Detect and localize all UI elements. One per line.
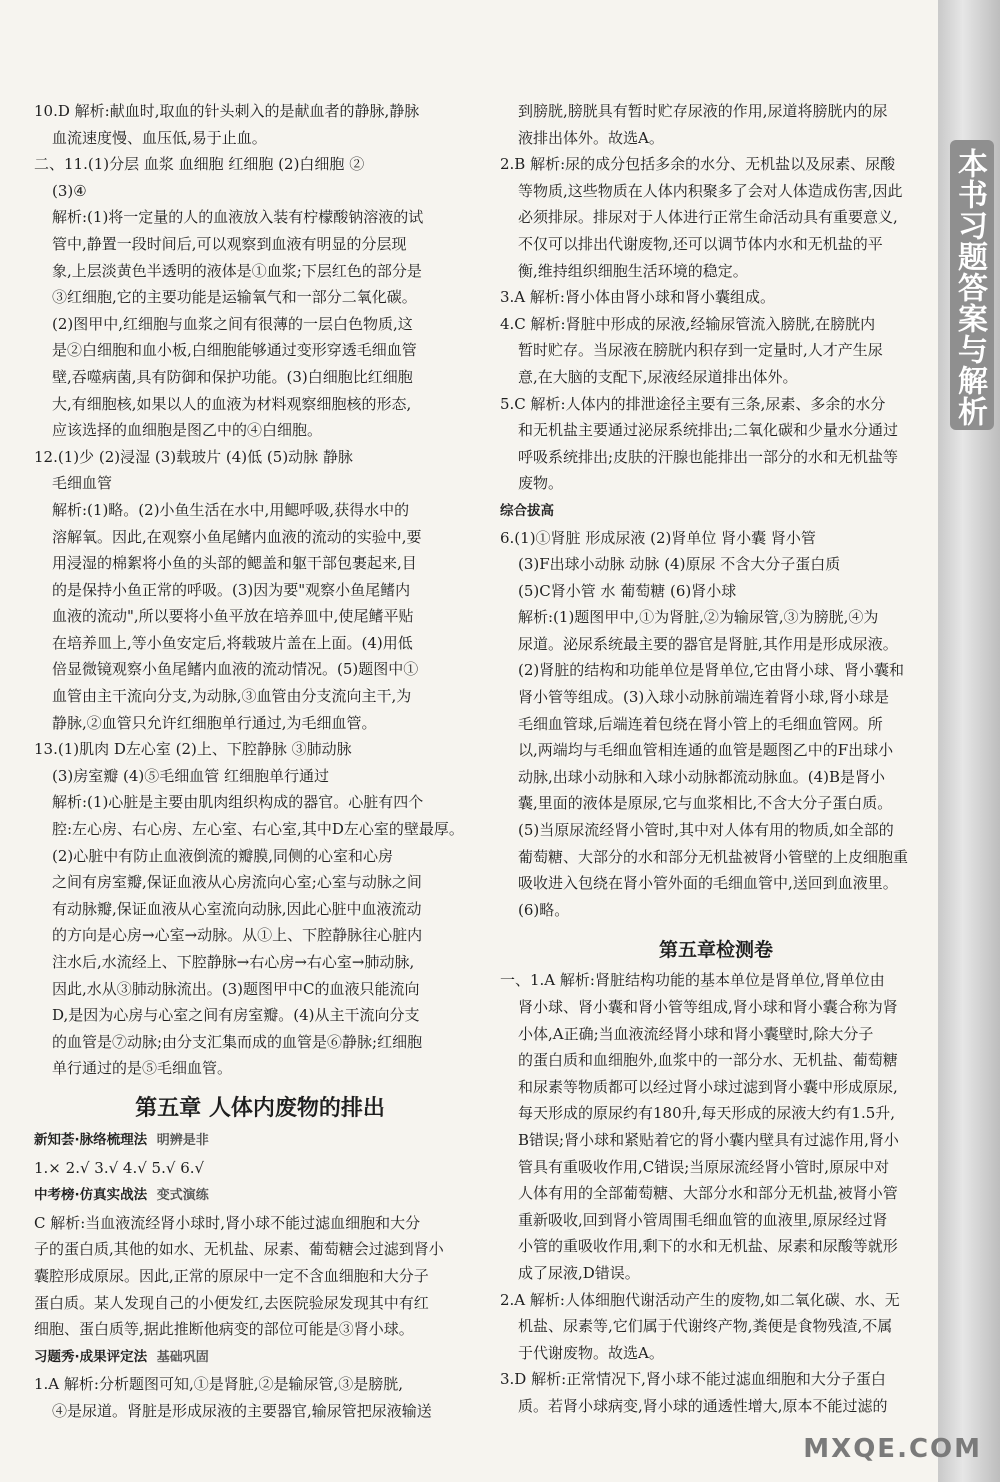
text-line: 3.D 解析:正常情况下,肾小球不能过滤血细胞和大分子蛋白 (500, 1370, 886, 1389)
text-line: 葡萄糖、大部分的水和部分无机盐被肾小管壁的上皮细胞重 (518, 847, 909, 866)
text-line: 单行通过的是⑤毛细血管。 (52, 1059, 233, 1078)
text-line: 有动脉瓣,保证血液从心室流向动脉,因此心脏中血液流动 (52, 899, 422, 918)
text-line: 毛细血管球,后端连着包绕在肾小管上的毛细血管网。所 (518, 714, 883, 733)
practice-answers-cont (500, 98, 932, 497)
text-line: 动脉,出球小动脉和入球小动脉都流动脉血。(4)B是肾小 (518, 767, 886, 786)
text-line: 管中,静置一段时间后,可以观察到血液有明显的分层现 (52, 234, 407, 253)
text-line: D,是因为心房与心室之间有房室瓣。(4)从主干流向分支 (52, 1006, 420, 1025)
text-line: 和尿素等物质都可以经过肾小球过滤到肾小囊中形成原尿, (518, 1077, 898, 1096)
text-line: 必须排尿。排尿对于人体进行正常生命活动具有重要意义, (518, 208, 898, 227)
text-line: 倍显微镜观察小鱼尾鳍内血液的流动情况。(5)题图中① (52, 660, 419, 679)
text-line: 肾小管等组成。(3)入球小动脉前端连着肾小球,肾小球是 (518, 688, 890, 707)
text-line: 的是保持小鱼正常的呼吸。(3)因为要"观察小鱼尾鳍内 (52, 580, 411, 599)
text-line: B错误;肾小球和紧贴着它的肾小囊内壁具有过滤作用,肾小 (518, 1130, 899, 1149)
text-line: (5)C肾小管 水 葡萄糖 (6)肾小球 (518, 581, 737, 600)
text-line: (2)肾脏的结构和功能单位是肾单位,它由肾小球、肾小囊和 (518, 661, 905, 680)
text-line: 质。若肾小球病变,肾小球的通透性增大,原本不能过滤的 (518, 1396, 888, 1415)
text-line: 2.B 解析:尿的成分包括多余的水分、无机盐以及尿素、尿酸 (500, 155, 896, 174)
text-line: 1.A 解析:分析题图可知,①是肾脏,②是输尿管,③是膀胱, (34, 1375, 404, 1394)
text-line: 腔:左心房、右心房、左心室、右心室,其中D左心室的壁最厚。 (52, 820, 464, 839)
section-label: 中考榜·仿真实战法 (34, 1187, 148, 1204)
text-line: 一、1.A 解析:肾脏结构功能的基本单位是肾单位,肾单位由 (500, 971, 885, 990)
text-line: 每天形成的原尿约有180升,每天形成的尿液大约有1.5升, (518, 1104, 896, 1123)
side-tab-title: 本书习题答案与解析 (952, 148, 987, 427)
text-line: 3.A 解析:肾小体由肾小球和肾小囊组成。 (500, 288, 775, 307)
text-line: 解析:(1)略。(2)小鱼生活在水中,用鳃呼吸,获得水中的 (52, 500, 410, 519)
text-line: 4.C 解析:肾脏中形成的尿液,经输尿管流入膀胱,在膀胱内 (500, 314, 876, 333)
text-line: 6.(1)①肾脏 形成尿液 (2)肾单位 肾小囊 肾小管 (500, 528, 816, 547)
text-line: 管具有重吸收作用,C错误;当原尿流经肾小管时,原尿中对 (518, 1157, 890, 1176)
left-column (34, 98, 486, 1425)
section-label: 新知荟·脉络梳理法 (34, 1131, 148, 1148)
comprehensive-answers (500, 525, 932, 924)
text-line: ③红细胞,它的主要功能是运输氧气和一部分二氧化碳。 (52, 288, 417, 307)
text-line: 呼吸系统排出;皮肤的汗腺也能排出一部分的水和无机盐等 (518, 447, 899, 466)
text-line: 吸收进入包绕在肾小管外面的毛细血管中,送回到血液里。 (518, 874, 898, 893)
text-line: 重新吸收,回到肾小管周围毛细血管的血液里,原尿经过肾 (518, 1210, 888, 1229)
text-line: (6)略。 (518, 900, 570, 919)
text-line: 13.(1)肌肉 D左心室 (2)上、下腔静脉 ③肺动脉 (34, 740, 352, 759)
text-line: 到膀胱,膀胱具有暂时贮存尿液的作用,尿道将膀胱内的尿 (518, 102, 888, 120)
section-sublabel: 明辨是非 (156, 1132, 209, 1148)
text-line: (3)④ (52, 181, 87, 200)
text-line: 应该选择的血细胞是图乙中的④白细胞。 (52, 421, 323, 440)
text-line: 因此,水从③肺动脉流出。(3)题图甲中C的血液只能流向 (52, 979, 420, 998)
text-line: 注水后,水流经上、下腔静脉→右心房→右心室→肺动脉, (52, 953, 415, 971)
text-line: 意,在大脑的支配下,尿液经尿道排出体外。 (518, 367, 798, 386)
section-sublabel: 变式演练 (156, 1188, 209, 1204)
text-line: 小管的重吸收作用,剩下的水和无机盐、尿素和尿酸等就形 (518, 1237, 898, 1256)
text-line: 的方向是心房→心室→动脉。从①上、下腔静脉往心脏内 (52, 926, 423, 945)
text-line: 暂时贮存。当尿液在膀胱内积存到一定量时,人才产生尿 (518, 341, 883, 360)
text-line: (2)图甲中,红细胞与血浆之间有很薄的一层白色物质,这 (52, 314, 413, 333)
text-line: 解析:(1)题图甲中,①为肾脏,②为输尿管,③为膀胱,④为 (518, 608, 879, 627)
test-title: 第五章检测卷 (658, 939, 773, 962)
text-line: 血管由主干流向分支,为动脉,③血管由分支流向主干,为 (52, 687, 412, 706)
text-line: 机盐、尿素等,它们属于代谢终产物,粪便是食物残渣,不属 (518, 1317, 893, 1336)
text-line: 5.C 解析:人体内的排泄途径主要有三条,尿素、多余的水分 (500, 394, 886, 413)
text-line: 在培养皿上,等小鱼安定后,将载玻片盖在上面。(4)用低 (52, 633, 413, 652)
text-line: 衡,维持组织细胞生活环境的稳定。 (518, 261, 748, 280)
text-line: 的血管是⑦动脉;由分支汇集而成的血管是⑥静脉;红细胞 (52, 1032, 423, 1051)
text-line: 以,两端均与毛细血管相连通的血管是题图乙中的F出球小 (518, 741, 894, 760)
text-line: 囊,里面的液体是原尿,它与血浆相比,不含大分子蛋白质。 (518, 794, 893, 813)
text-line: 肾小球、肾小囊和肾小管等组成,肾小球和肾小囊合称为肾 (518, 998, 898, 1016)
text-line: 二、11.(1)分层 血浆 血细胞 红细胞 (2)白细胞 ② (34, 155, 365, 174)
watermark: MXQE.COM (803, 1434, 982, 1464)
text-line: 2.A 解析:人体细胞代谢活动产生的废物,如二氧化碳、水、无 (500, 1290, 900, 1309)
text-line: 等物质,这些物质在人体内积聚多了会对人体造成伤害,因此 (518, 181, 903, 200)
text-line: (5)当原尿流经肾小管时,其中对人体有用的物质,如全部的 (518, 821, 894, 840)
section-sublabel: 基础巩固 (156, 1349, 209, 1365)
text-line: 液排出体外。故选A。 (518, 128, 664, 147)
text-line: 12.(1)少 (2)浸湿 (3)载玻片 (4)低 (5)动脉 静脉 (34, 447, 353, 466)
text-line: 10.D 解析:献血时,取血的针头刺入的是献血者的静脉,静脉 (34, 102, 420, 120)
text-line: 血液的流动",所以要将小鱼平放在培养皿中,使尾鳍平贴 (52, 607, 414, 626)
text-line: 是②白细胞和血小板,白细胞能够通过变形穿透毛细血管 (52, 341, 417, 360)
text-line: 细胞、蛋白质等,据此推断他病变的部位可能是③肾小球。 (34, 1320, 414, 1339)
text-line: ④是尿道。肾脏是形成尿液的主要器官,输尿管把尿液输送 (52, 1401, 432, 1420)
text-line: 大,有细胞核,如果以人的血液为材料观察细胞核的形态, (52, 394, 412, 413)
text-line: 解析:(1)将一定量的人的血液放入装有柠檬酸钠溶液的试 (52, 208, 424, 227)
text-line: (3)F出球小动脉 动脉 (4)原尿 不含大分子蛋白质 (518, 555, 841, 574)
text-line: 人体有用的全部葡萄糖、大部分水和部分无机盐,被肾小管 (518, 1184, 898, 1203)
chapter-title: 第五章 人体内废物的排出 (135, 1095, 385, 1121)
text-line: 血流速度慢、血压低,易于止血。 (52, 128, 267, 147)
section-label: 习题秀·成果评定法 (34, 1348, 148, 1365)
text-line: C 解析:当血液流经肾小球时,肾小球不能过滤血细胞和大分 (34, 1213, 421, 1232)
text-line: 用浸湿的棉絮将小鱼的头部的鳃盖和躯干部包裹起来,目 (52, 554, 417, 573)
text-line: 和无机盐主要通过泌尿系统排出;二氧化碳和少量水分通过 (518, 421, 899, 440)
text-line: 之间有房室瓣,保证血液从心房流向心室;心室与动脉之间 (52, 873, 422, 892)
test-answers (500, 967, 932, 1419)
text-line: 于代谢废物。故选A。 (518, 1343, 664, 1362)
text-line: 不仅可以排出代谢废物,还可以调节体内水和无机盐的平 (518, 234, 883, 253)
text-line: 解析:(1)心脏是主要由肌肉组织构成的器官。心脏有四个 (52, 793, 424, 812)
text-line: 囊腔形成原尿。因此,正常的原尿中一定不含血细胞和大分子 (34, 1266, 429, 1285)
text-line: 蛋白质。某人发现自己的小便发红,去医院验尿发现其中有红 (34, 1293, 429, 1312)
exam-answer (34, 1210, 486, 1343)
text-line: (3)房室瓣 (4)⑤毛细血管 红细胞单行通过 (52, 766, 330, 785)
right-column (500, 98, 932, 1420)
text-line: 的蛋白质和血细胞外,血浆中的一部分水、无机盐、葡萄糖 (518, 1051, 898, 1070)
left-answers (34, 98, 486, 1082)
text-line: (2)心脏中有防止血液倒流的瓣膜,同侧的心室和心房 (52, 846, 394, 865)
true-false-answers: 1.× 2.√ 3.√ 4.√ 5.√ 6.√ (34, 1158, 205, 1177)
text-line: 象,上层淡黄色半透明的液体是①血浆;下层红色的部分是 (52, 261, 422, 280)
text-line: 静脉,②血管只允许红细胞单行通过,为毛细血管。 (52, 713, 377, 732)
text-line: 废物。 (518, 474, 564, 493)
text-line: 毛细血管 (52, 474, 113, 493)
text-line: 成了尿液,D错误。 (518, 1263, 640, 1282)
text-line: 尿道。泌尿系统最主要的器官是肾脏,其作用是形成尿液。 (518, 634, 898, 653)
text-line: 壁,吞噬病菌,具有防御和保护功能。(3)白细胞比红细胞 (52, 367, 413, 386)
section-label: 综合拔高 (500, 502, 554, 519)
text-line: 子的蛋白质,其他的如水、无机盐、尿素、葡萄糖会过滤到肾小 (34, 1240, 444, 1259)
text-line: 溶解氧。因此,在观察小鱼尾鳍内血液的流动的实验中,要 (52, 527, 422, 546)
practice-answers (34, 1371, 486, 1424)
text-line: 小体,A正确;当血液流经肾小球和肾小囊壁时,除大分子 (518, 1024, 874, 1043)
